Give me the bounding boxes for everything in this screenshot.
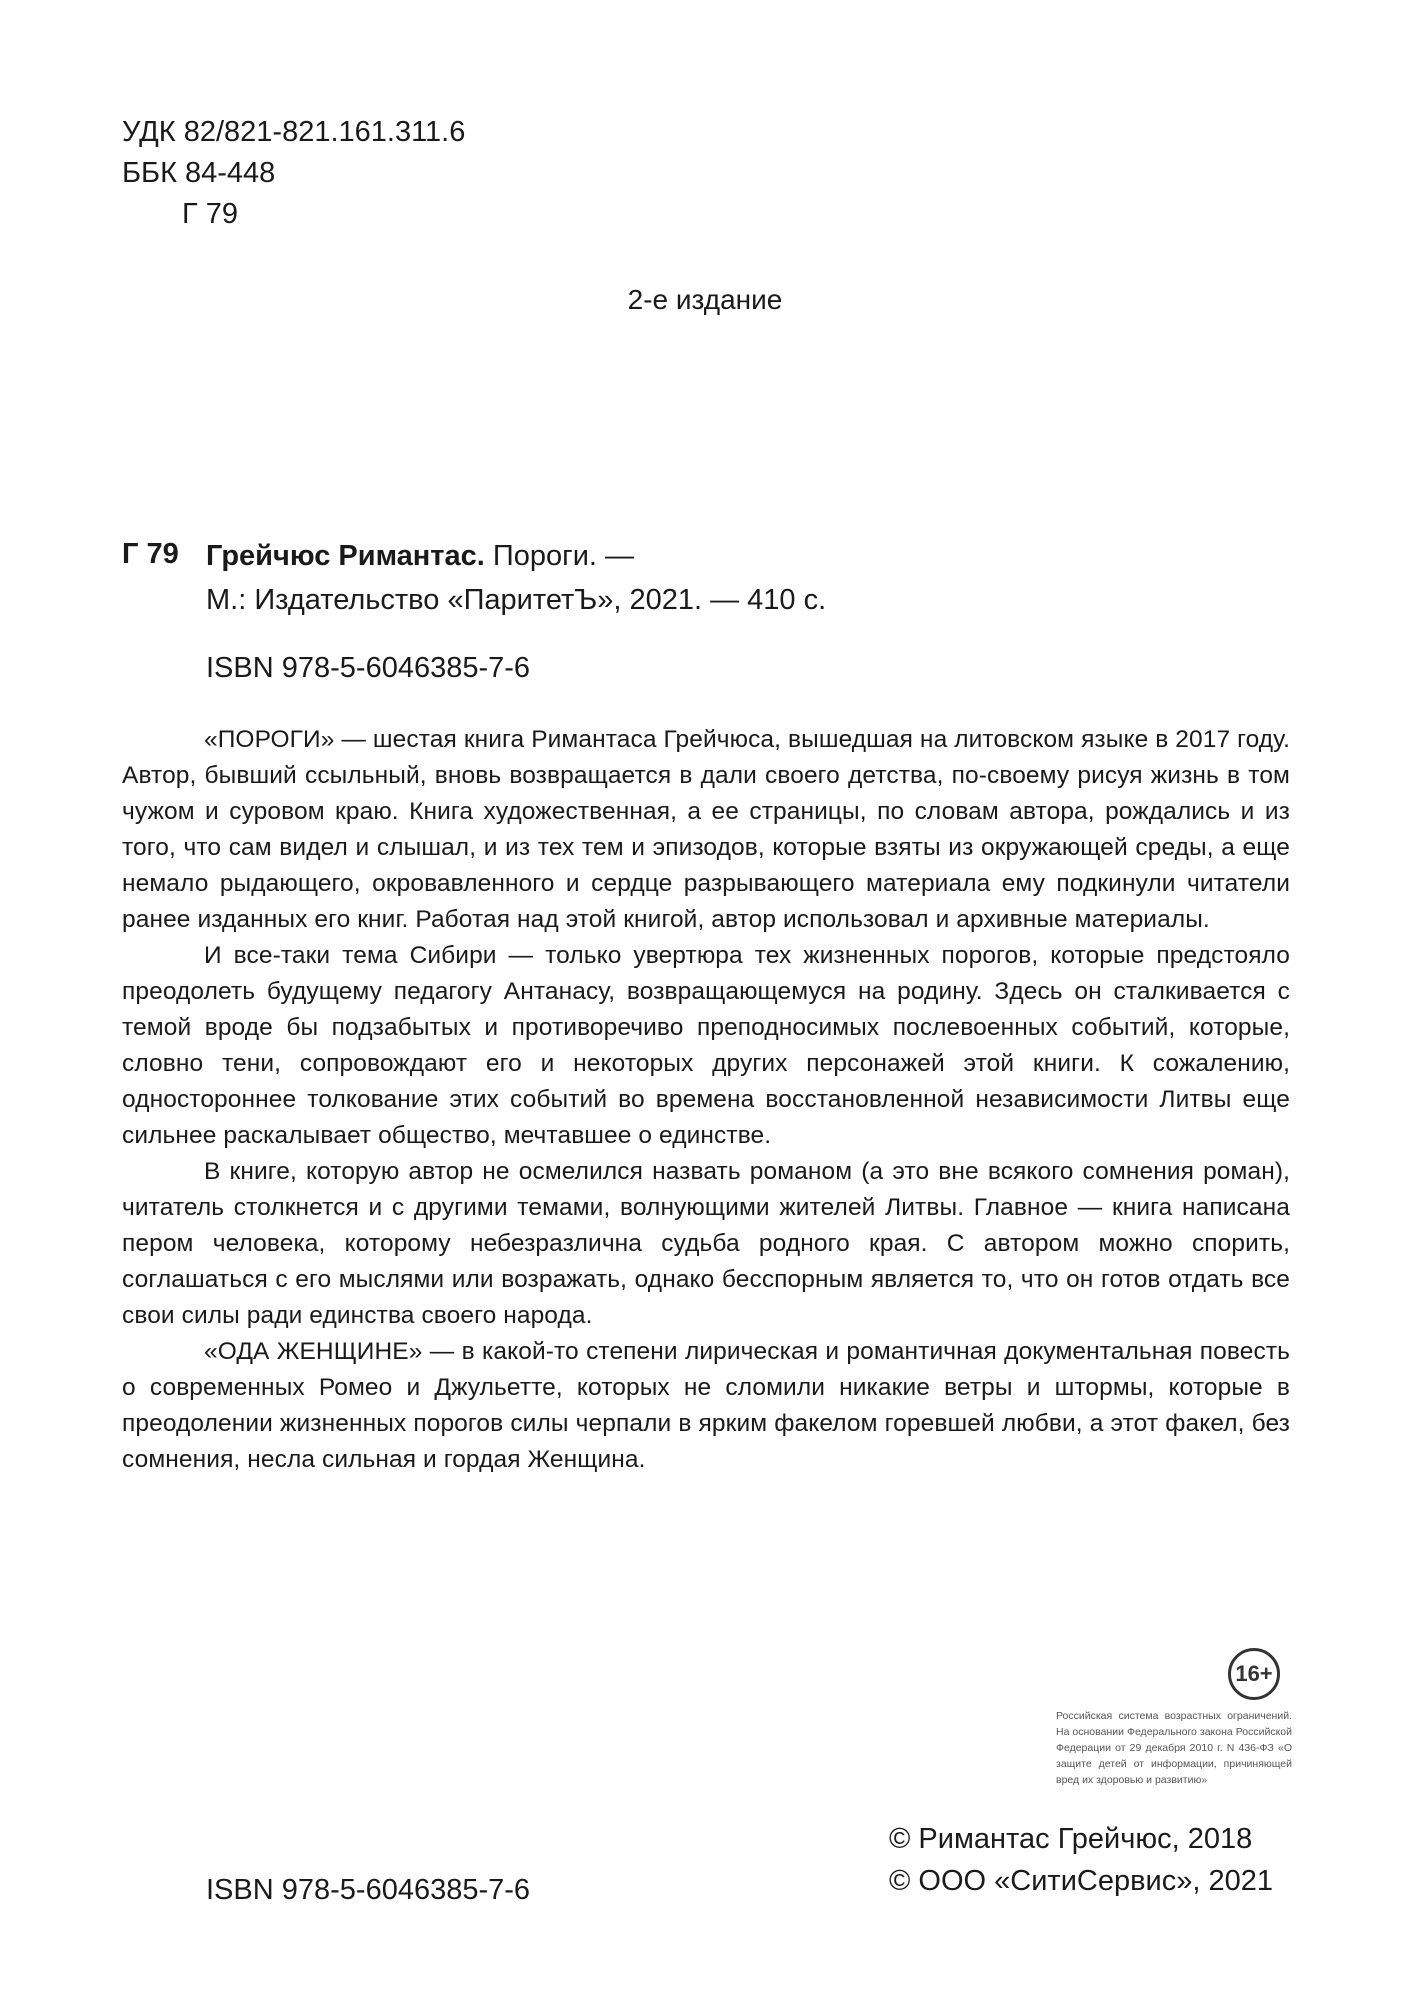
copyright-publisher: © ООО «СитиСервис», 2021	[889, 1865, 1273, 1897]
author-name: Грейчюс Римантас.	[206, 540, 485, 572]
copyright-block	[889, 1818, 1273, 1902]
author-sign: Г 79	[182, 198, 239, 230]
bbk-code: ББК 84-448	[122, 157, 276, 189]
isbn-bottom: ISBN 978-5-6046385-7-6	[206, 1874, 531, 1906]
imprint-line: М.: Издательство «ПаритетЪ», 2021. — 410 с.	[206, 584, 827, 616]
annotation	[122, 722, 1290, 1478]
annotation-paragraph: В книге, которую автор не осмелился назвать романом (а это вне всякого сомнения роман), читатель столкнется и с другими темами, волнующими жителей Литвы. Главное — книга написана пером человека, которому небезразлична судьба родного края. С автором можно спорить, соглашаться с его мыслями или возражать, однако бесспорным является то, что он готов отдать все свои силы ради единства своего народа.	[122, 1158, 1290, 1329]
edition-label: 2-е издание	[627, 284, 783, 315]
annotation-paragraph: «ОДА ЖЕНЩИНЕ» — в какой-то степени лирическая и романтичная документальная повесть о современных Ромео и Джульетте, которых не сломили никакие ветры и штормы, которые в преодолении жизненных порогов силы черпали в ярким факелом горевшей любви, а этот факел, без сомнения, несла сильная и гордая Женщина.	[122, 1338, 1290, 1473]
age-rating-notice: Российская система возрастных ограничений. На основании Федерального закона Российской Федерации от 29 декабря 2010 г. N 436-ФЗ «О защите детей от информации, причиняющей вред их здоровью и развитию»	[1056, 1710, 1292, 1786]
isbn-top: ISBN 978-5-6046385-7-6	[206, 652, 531, 684]
classification-block	[122, 112, 465, 235]
book-title: Пороги. —	[484, 540, 635, 572]
annotation-paragraph: «ПОРОГИ» — шестая книга Римантаса Грейчюса, вышедшая на литовском языке в 2017 году. Автор, бывший ссыльный, вновь возвращается в дали своего детства, по-своему рисуя жизнь в том чужом и суровом краю. Книга художественная, а ее страницы, по словам автора, рождались и из того, что сам видел и слышал, и из тех тем и эпизодов, которые взяты из окружающей среды, а еще немало рыдающего, окровавленного и сердце разрывающего материала ему подкинули читатели ранее изданных его книг. Работая над этой книгой, автор использовал и архивные материалы.	[122, 726, 1290, 933]
bibliographic-entry	[206, 534, 826, 622]
annotation-paragraph: И все-таки тема Сибири — только увертюра тех жизненных порогов, которые предстояло преодолеть будущему педагогу Антанасу, возвращающемуся на родину. Здесь он сталкивается с темой вроде бы подзабытых и противоречиво преподносимых послевоенных событий, которые, словно тени, сопровождают его и некоторых других персонажей этой книги. К сожалению, одностороннее толкование этих событий во времена восстановленной независимости Литвы еще сильнее раскалывает общество, мечтавшее о единстве.	[122, 942, 1290, 1149]
udk-code: УДК 82/821-821.161.311.6	[122, 116, 466, 148]
bibliographic-title-line	[206, 534, 826, 578]
age-rating-block	[1056, 1648, 1292, 1788]
copyright-author: © Римантас Грейчюс, 2018	[889, 1823, 1253, 1855]
age-rating-badge: 16+	[1228, 1648, 1280, 1700]
bibliographic-code: Г 79	[122, 538, 179, 570]
